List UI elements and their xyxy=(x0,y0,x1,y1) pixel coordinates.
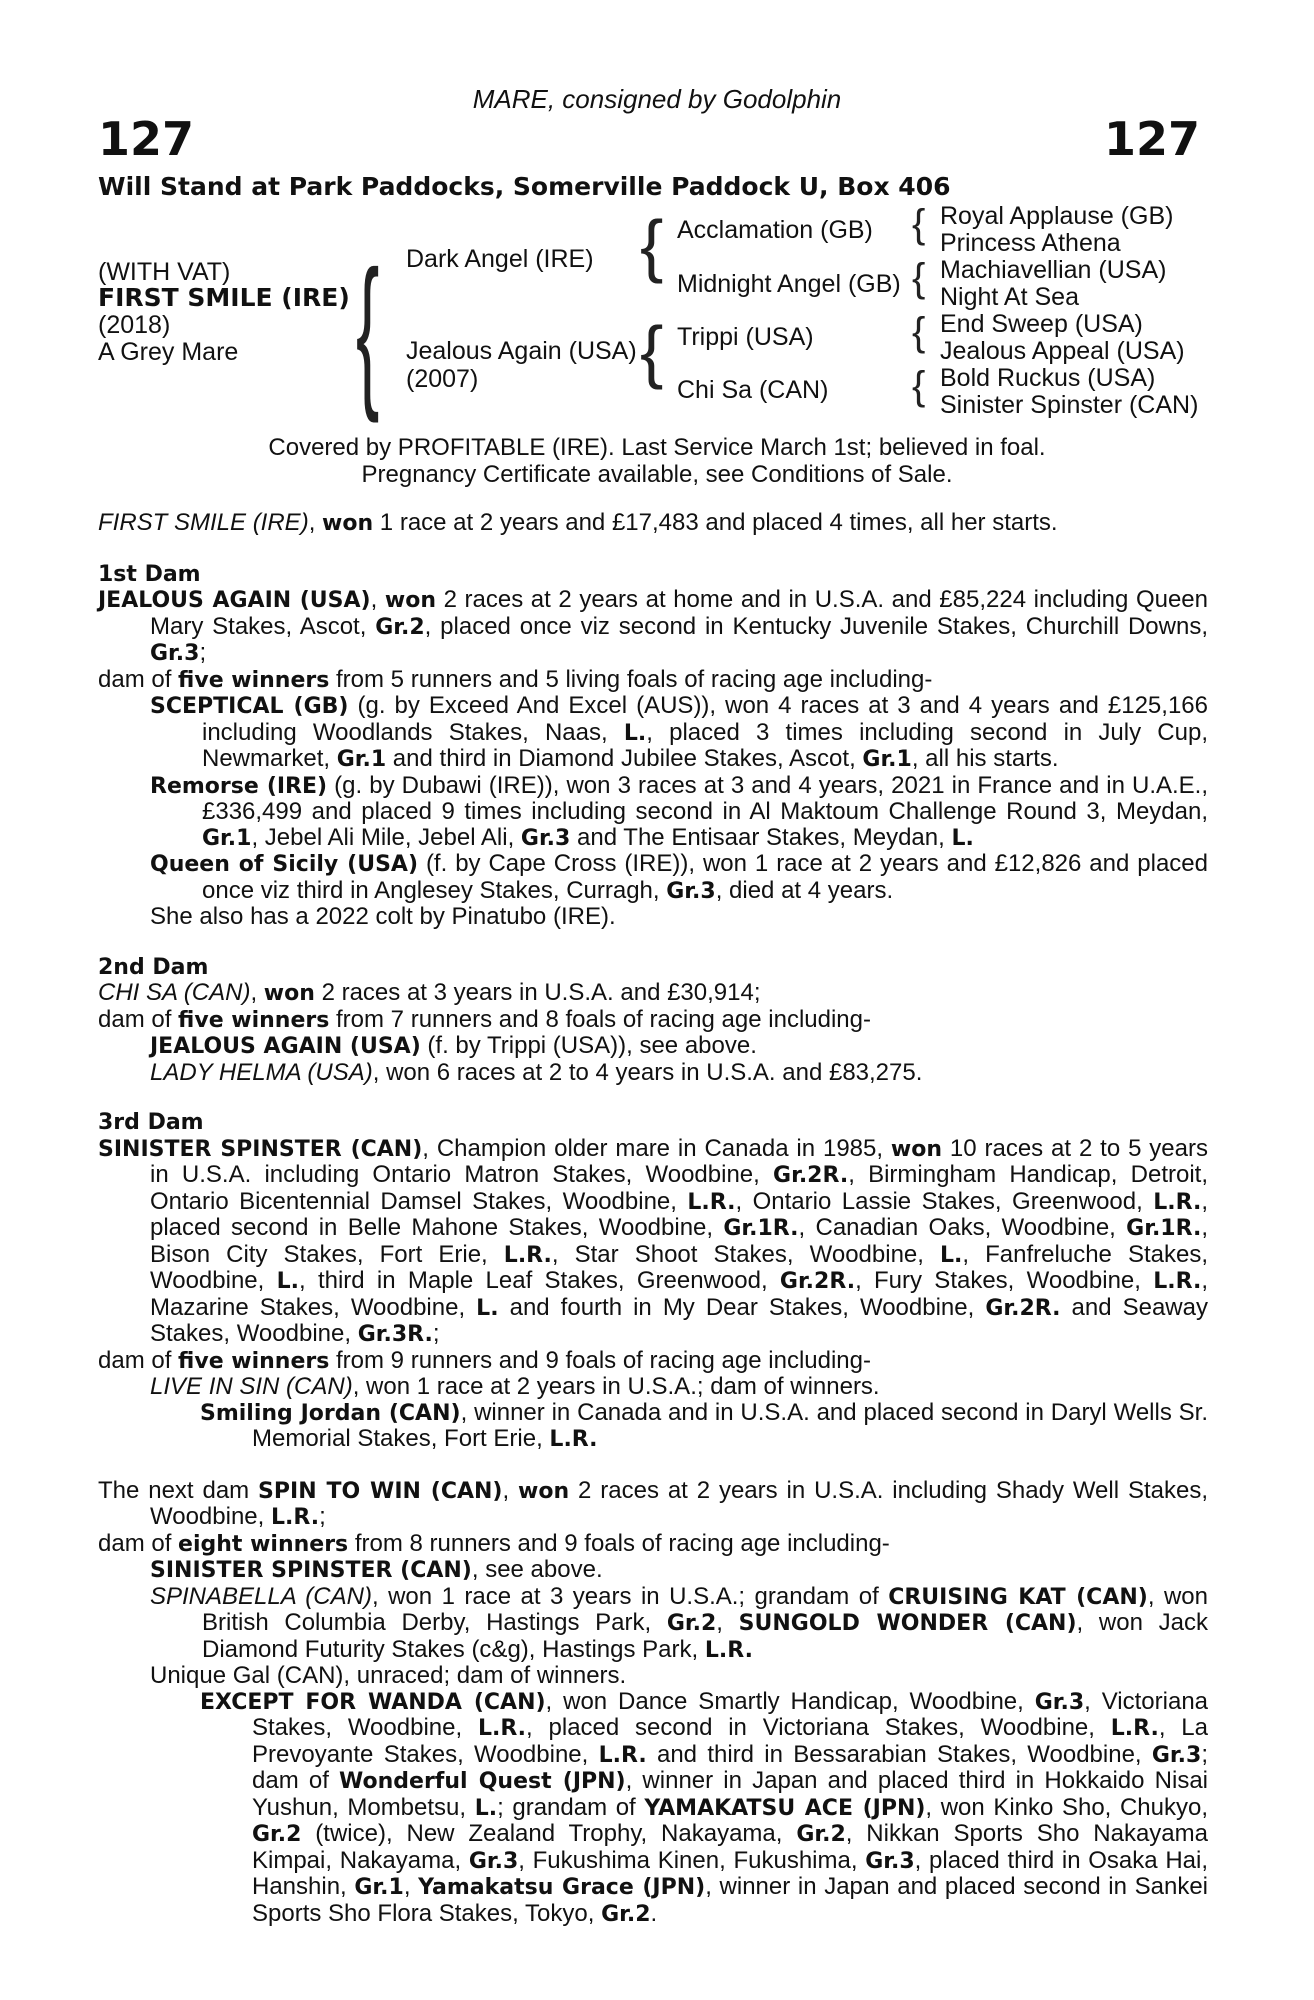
dam-dam: Chi Sa (CAN) xyxy=(677,376,829,404)
sire-dam-sire: Machiavellian (USA) xyxy=(940,256,1167,284)
next-dam-produce: dam of eight winners from 8 runners and 9 foals of racing age including- xyxy=(98,1529,890,1557)
dam-year: (2007) xyxy=(406,365,479,393)
sire-sire-sire: Royal Applause (GB) xyxy=(940,202,1174,230)
second-dam-heading: 2nd Dam xyxy=(98,954,209,980)
stand-location: Will Stand at Park Paddocks, Somerville Paddock U, Box 406 xyxy=(98,172,951,201)
covering-line-2: Pregnancy Certificate available, see Conditions of Sale. xyxy=(361,461,953,488)
sire-sire-dam: Princess Athena xyxy=(940,229,1121,257)
horse-description: A Grey Mare xyxy=(98,338,239,366)
progeny-item: Unique Gal (CAN), unraced; dam of winners. xyxy=(150,1662,627,1689)
also-has-note: She also has a 2022 colt by Pinatubo (IRE). xyxy=(150,903,616,930)
dam-sire-sire: End Sweep (USA) xyxy=(940,310,1143,338)
progeny-item: JEALOUS AGAIN (USA) (f. by Trippi (USA)), see above. xyxy=(150,1032,757,1059)
horse-name: FIRST SMILE (IRE) xyxy=(98,283,350,312)
progeny-item: EXCEPT FOR WANDA (CAN), won Dance Smartly Handicap, Woodbine, Gr.3, Victoriana Stakes, Woodbine, L.R., placed second in Victoriana Stakes, Woodbine, L.R., La Prevoyante Stakes, Woodbine, L.R. and third in Bessarabian Stakes, Woodbine, Gr.3; dam of Wonderful Quest (JPN), winner in Japan and placed third in Hokkaido Nisai Yushun, Mombetsu, L.; grandam of YAMAKATSU ACE (JPN), won Kinko Sho, Chukyo, Gr.2 (twice), New Zealand Trophy, Nakayama, Gr.2, Nikkan Sports Sho Nakayama Kimpai, Nakayama, Gr.3, Fukushima Kinen, Fukushima, Gr.3, placed third in Osaka Hai, Hanshin, Gr.1, Yamakatsu Grace (JPN), winner in Japan and placed second in Sankei Sports Sho Flora Stakes, Tokyo, Gr.2. xyxy=(200,1687,1209,1927)
dam-name: Jealous Again (USA) xyxy=(406,337,637,365)
third-dam-record: SINISTER SPINSTER (CAN), Champion older mare in Canada in 1985, won 10 races at 2 to 5 years in U.S.A. including Ontario Matron Stakes, Woodbine, Gr.2R., Birmingham Handicap, Detroit, Ontario Bicentennial Damsel Stakes, Woodbine, L.R., Ontario Lassie Stakes, Greenwood, L.R., placed second in Belle Mahone Stakes, Woodbine, Gr.1R., Canadian Oaks, Woodbine, Gr.1R., Bison City Stakes, Fort Erie, L.R., Star Shoot Stakes, Woodbine, L., Fanfreluche Stakes, Woodbine, L., third in Maple Leaf Stakes, Greenwood, Gr.2R., Fury Stakes, Woodbine, L.R., Mazarine Stakes, Woodbine, L. and fourth in My Dear Stakes, Woodbine, Gr.2R. and Seaway Stakes, Woodbine, Gr.3R.; xyxy=(98,1134,1209,1347)
covering-line-1: Covered by PROFITABLE (IRE). Last Service March 1st; believed in foal. xyxy=(268,434,1046,461)
catalogue-body xyxy=(98,510,1208,1927)
sire-dam: Midnight Angel (GB) xyxy=(677,270,901,298)
first-dam-produce: dam of five winners from 5 runners and 5 living foals of racing age including- xyxy=(98,665,933,693)
second-dam-record: CHI SA (CAN), won 2 races at 3 years in U.S.A. and £30,914; xyxy=(98,979,761,1006)
third-dam-heading: 3rd Dam xyxy=(98,1110,204,1135)
brace-dam: { xyxy=(640,312,664,390)
lot-number-left: 127 xyxy=(98,112,195,166)
lot-number-right: 127 xyxy=(1103,112,1200,166)
progeny-item: Smiling Jordan (CAN), winner in Canada and in U.S.A. and placed second in Daryl Wells Sr. Memorial Stakes, Fort Erie, L.R. xyxy=(200,1398,1209,1452)
progeny-item: Remorse (IRE) (g. by Dubawi (IRE)), won 3 races at 3 and 4 years, 2021 in France and in U.A.E., £336,499 and placed 9 times including second in Al Maktoum Challenge Round 3, Meydan, Gr.1, Jebel Ali Mile, Jebel Ali, Gr.3 and The Entisaar Stakes, Meydan, L. xyxy=(150,771,1209,851)
covering-note xyxy=(0,434,1314,488)
brace-ds: { xyxy=(912,310,926,354)
brace-sire: { xyxy=(640,206,664,284)
dam-dam-dam: Sinister Spinster (CAN) xyxy=(940,391,1199,419)
dam-sire: Trippi (USA) xyxy=(677,323,814,351)
foaling-year: (2018) xyxy=(98,311,171,339)
brace-dd: { xyxy=(912,364,926,408)
brace-sd: { xyxy=(912,256,926,300)
horse-summary: FIRST SMILE (IRE), won 1 race at 2 years and £17,483 and placed 4 times, all her starts. xyxy=(98,509,1058,536)
first-dam-heading: 1st Dam xyxy=(98,561,201,587)
progeny-item: LADY HELMA (USA), won 6 races at 2 to 4 years in U.S.A. and £83,275. xyxy=(150,1058,923,1086)
second-dam-produce: dam of five winners from 7 runners and 8 foals of racing age including- xyxy=(98,1005,871,1033)
third-dam-produce: dam of five winners from 9 runners and 9 foals of racing age including- xyxy=(98,1346,871,1374)
sire-dam-dam: Night At Sea xyxy=(940,283,1079,311)
next-dam-record: The next dam SPIN TO WIN (CAN), won 2 races at 2 years in U.S.A. including Shady Well Stakes, Woodbine, L.R.; xyxy=(98,1476,1208,1530)
brace-horse: { xyxy=(356,236,380,424)
dam-sire-dam: Jealous Appeal (USA) xyxy=(940,337,1185,365)
progeny-item: SCEPTICAL (GB) (g. by Exceed And Excel (AUS)), won 4 races at 3 and 4 years and £125,166 including Woodlands Stakes, Naas, L., placed 3 times including second in July Cup, Newmarket, Gr.1 and third in Diamond Jubilee Stakes, Ascot, Gr.1, all his starts. xyxy=(150,692,1208,772)
progeny-item: SINISTER SPINSTER (CAN), see above. xyxy=(150,1556,603,1583)
progeny-item: LIVE IN SIN (CAN), won 1 race at 2 years in U.S.A.; dam of winners. xyxy=(150,1373,880,1400)
brace-ss: { xyxy=(912,202,926,246)
vat-note: (WITH VAT) xyxy=(98,258,231,286)
progeny-item: Queen of Sicily (USA) (f. by Cape Cross (IRE)), won 1 race at 2 years and £12,826 and placed once viz third in Anglesey Stakes, Curragh, Gr.3, died at 4 years. xyxy=(150,850,1208,904)
progeny-item: SPINABELLA (CAN), won 1 race at 3 years in U.S.A.; grandam of CRUISING KAT (CAN), won British Columbia Derby, Hastings Park, Gr.2, SUNGOLD WONDER (CAN), won Jack Diamond Futurity Stakes (c&g), Hastings Park, L.R. xyxy=(150,1582,1208,1663)
first-dam-record: JEALOUS AGAIN (USA), won 2 races at 2 years at home and in U.S.A. and £85,224 including Queen Mary Stakes, Ascot, Gr.2, placed once viz second in Kentucky Juvenile Stakes, Churchill Downs, Gr.3; xyxy=(98,586,1209,666)
sire-sire: Acclamation (GB) xyxy=(677,216,873,244)
summary-name: FIRST SMILE (IRE) xyxy=(98,509,309,536)
sire-name: Dark Angel (IRE) xyxy=(406,245,594,273)
consignment-line: MARE, consigned by Godolphin xyxy=(472,84,842,114)
dam-dam-sire: Bold Ruckus (USA) xyxy=(940,364,1156,392)
